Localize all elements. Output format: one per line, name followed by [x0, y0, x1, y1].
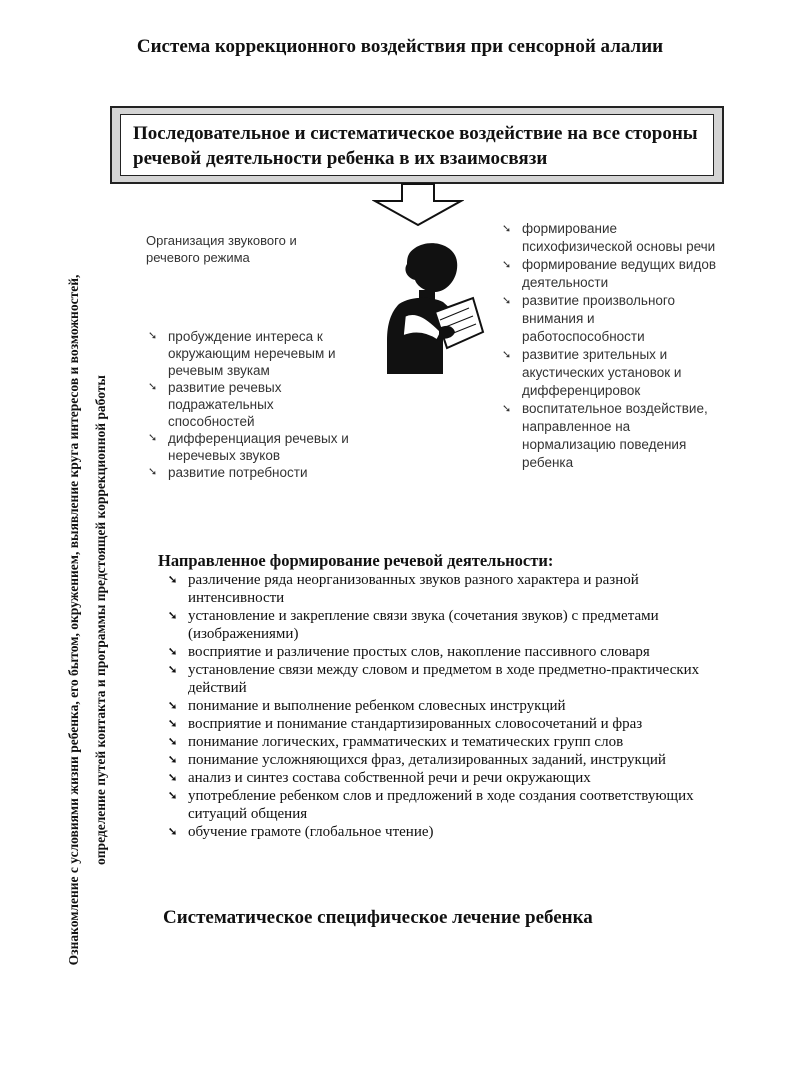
directed-formation-heading: Направленное формирование речевой деятельности: — [158, 551, 554, 570]
list-item: ➘ дифференциация речевых и неречевых звуков — [148, 431, 349, 463]
bullet-arrow-icon: ➘ — [168, 736, 178, 748]
list-item: ➘ развитие потребности — [148, 465, 308, 480]
bullet-arrow-icon: ➘ — [502, 403, 512, 415]
list-item: ➘ восприятие и различение простых слов, накопление пассивного словаря — [168, 644, 650, 660]
side-vertical-text: Ознакомление с условиями жизни ребенка, его бытом, окружением, выявление круга интересов и возможностей, определение путей контакта и программы предстоящей коррекционной работы — [66, 274, 108, 966]
bullet-arrow-icon: ➘ — [148, 432, 158, 444]
list-item: ➘ развитие речевых подражательных способностей — [148, 380, 282, 429]
list-item: ➘ установление связи между словом и предметом в ходе предметно-практических действий — [168, 662, 700, 696]
left-column-heading: Организация звукового и речевого режима — [146, 233, 297, 265]
bullet-arrow-icon: ➘ — [168, 574, 178, 586]
bullet-arrow-icon: ➘ — [148, 330, 158, 342]
bullet-arrow-icon: ➘ — [168, 646, 178, 658]
bullet-arrow-icon: ➘ — [168, 610, 178, 622]
list-item: ➘ понимание и выполнение ребенком словесных инструкций — [168, 698, 566, 714]
list-item: ➘ воспитательное воздействие, направленное на нормализацию поведения ребенка — [502, 401, 708, 470]
list-item: ➘ развитие зрительных и акустических установок и дифференцировок — [502, 347, 682, 398]
bullet-arrow-icon: ➘ — [168, 664, 178, 676]
bullet-arrow-icon: ➘ — [502, 349, 512, 361]
bullet-arrow-icon: ➘ — [168, 718, 178, 730]
list-item: ➘ употребление ребенком слов и предложений в ходе создания соответствующих ситуаций общения — [168, 788, 694, 822]
list-item: ➘ понимание логических, грамматических и тематических групп слов — [168, 734, 624, 750]
bullet-arrow-icon: ➘ — [168, 754, 178, 766]
bullet-arrow-icon: ➘ — [168, 790, 178, 802]
list-item: ➘ пробуждение интереса к окружающим неречевым и речевым звукам — [148, 329, 336, 378]
page-title: Система коррекционного воздействия при сенсорной алалии — [136, 36, 664, 57]
bullet-arrow-icon: ➘ — [148, 466, 158, 478]
list-item: ➘ установление и закрепление связи звука (сочетания звуков) с предметами (изображениями) — [168, 608, 659, 642]
bullet-arrow-icon: ➘ — [168, 700, 178, 712]
list-item: ➘ формирование ведущих видов деятельности — [502, 257, 717, 290]
bullet-arrow-icon: ➘ — [168, 772, 178, 784]
left-column-list — [146, 328, 356, 510]
bullet-arrow-icon: ➘ — [502, 259, 512, 271]
down-arrow-icon — [372, 183, 464, 227]
list-item: ➘ обучение грамоте (глобальное чтение) — [168, 824, 434, 840]
bullet-arrow-icon: ➘ — [168, 826, 178, 838]
list-item: ➘ формирование психофизической основы речи — [502, 221, 716, 254]
main-principle-text: Последовательное и систематическое воздействие на все стороны речевой деятельности ребенка в их взаимосвязи — [120, 114, 714, 176]
right-column-list — [500, 220, 720, 490]
list-item: ➘ развитие произвольного внимания и работоспособности — [502, 293, 676, 344]
list-item: ➘ восприятие и понимание стандартизированных словосочетаний и фраз — [168, 716, 643, 732]
reading-child-silhouette-icon — [385, 240, 485, 375]
list-item: ➘ анализ и синтез состава собственной речи и речи окружающих — [168, 770, 591, 786]
list-item: ➘ понимание усложняющихся фраз, детализированных заданий, инструкций — [168, 752, 666, 768]
bottom-heading: Систематическое специфическое лечение ребенка — [163, 907, 593, 928]
bullet-arrow-icon: ➘ — [502, 295, 512, 307]
directed-formation-list — [166, 571, 726, 841]
main-principle-box — [110, 106, 724, 184]
bullet-arrow-icon: ➘ — [148, 381, 158, 393]
bullet-arrow-icon: ➘ — [502, 223, 512, 235]
list-item: ➘ различение ряда неорганизованных звуков разного характера и разной интенсивности — [168, 572, 639, 606]
